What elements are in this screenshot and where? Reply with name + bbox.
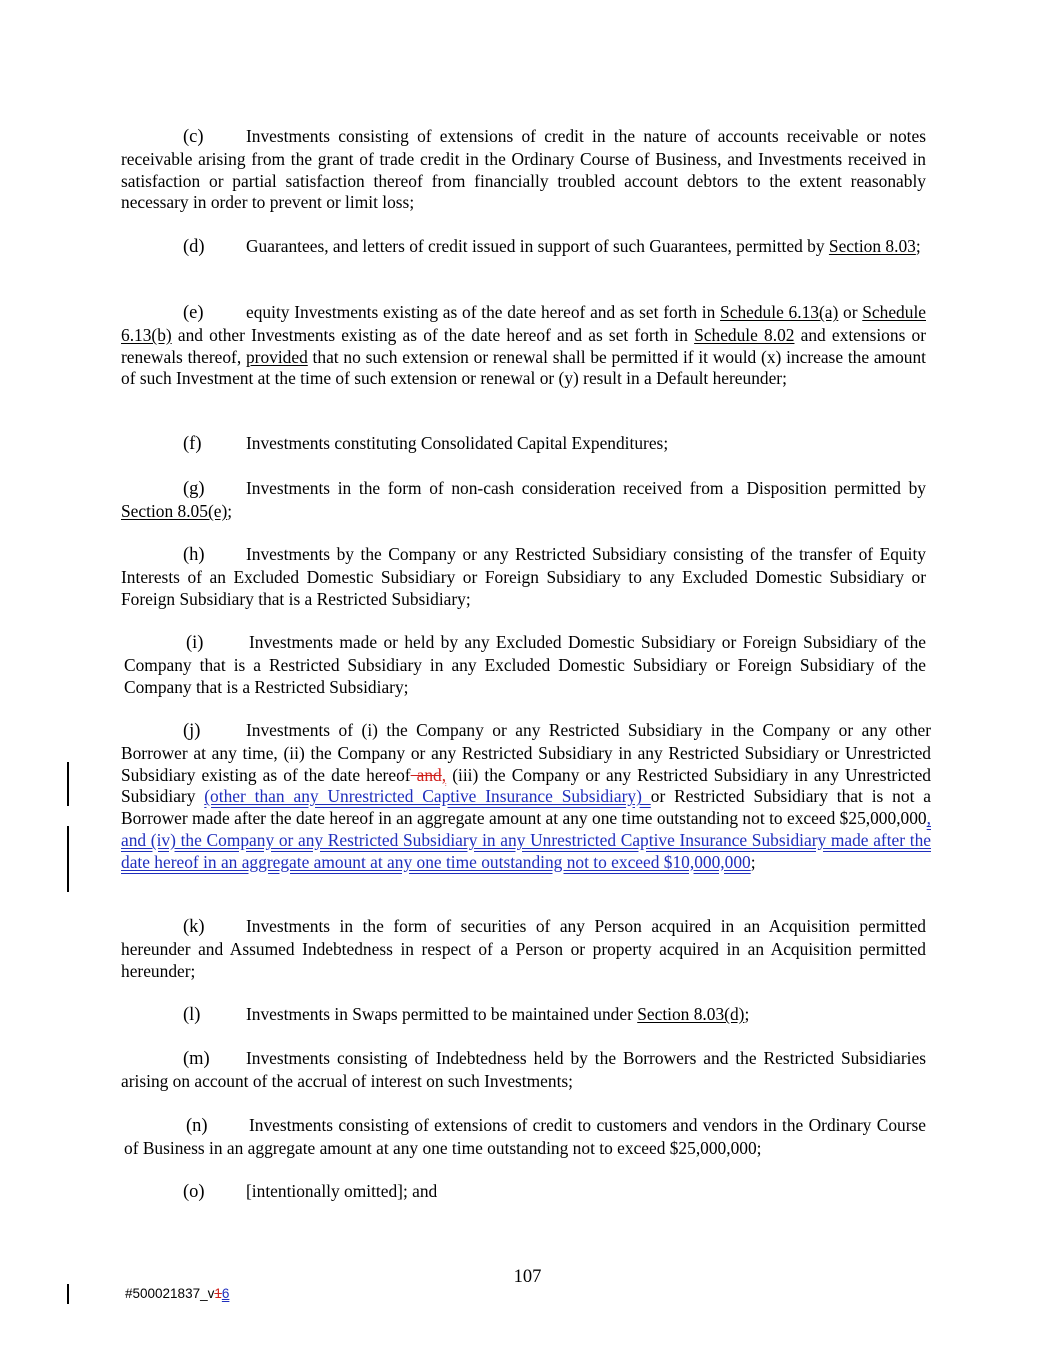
- schedule-reference: Schedule 6.13(a): [720, 302, 839, 322]
- paragraph-label: (l): [183, 1005, 201, 1025]
- paragraph-o: [121, 1181, 926, 1204]
- paragraph-label: (f): [183, 434, 202, 454]
- paragraph-text: ;: [227, 500, 233, 521]
- paragraph-text: [intentionally omitted]; and: [246, 1181, 438, 1201]
- paragraph-label: (e): [183, 303, 204, 323]
- paragraph-text: or: [838, 302, 863, 322]
- paragraph-label: (j): [183, 721, 201, 741]
- paragraph-text: Investments in the form of non-cash consideration received from a Disposition permitted by: [246, 478, 926, 498]
- paragraph-d: [121, 236, 926, 259]
- schedule-reference: Schedule 6.13(b): [121, 302, 926, 345]
- paragraph-text: and other Investments existing as of the date hereof and as set forth in: [171, 324, 695, 345]
- paragraph-label: (g): [183, 479, 205, 499]
- inserted-text: , and (iv) the Company or any Restricted Subsidiary in any Unrestricted Captive Insurance Subsidiary made after the date hereof in an aggregate amount at any one time outstanding not to exceed $10,000,000: [121, 808, 931, 872]
- paragraph-text: equity Investments existing as of the date hereof and as set forth in: [246, 302, 721, 322]
- change-bar: [67, 762, 69, 806]
- paragraph-k: [121, 916, 926, 982]
- inserted-text: (other than any Unrestricted Captive Insurance Subsidiary): [204, 786, 651, 807]
- paragraph-text: Investments in Swaps permitted to be maintained under: [246, 1004, 638, 1024]
- paragraph-h: [121, 544, 926, 610]
- paragraph-e: [121, 302, 926, 390]
- paragraph-text: ;: [750, 851, 756, 872]
- paragraph-j: [121, 720, 931, 874]
- section-reference: Section 8.03(d): [637, 1004, 745, 1024]
- paragraph-text: Investments constituting Consolidated Capital Expenditures;: [246, 433, 669, 453]
- paragraph-c: [121, 126, 926, 214]
- paragraph-label: (c): [183, 127, 204, 147]
- paragraph-text: that no such extension or renewal shall be permitted if it would (x) increase the amount of such Investment at the time of such extension or renewal or (y) result in a Default hereunder;: [121, 346, 927, 389]
- change-bar: [67, 826, 69, 892]
- paragraph-l: [121, 1004, 926, 1027]
- paragraph-f: [121, 433, 926, 456]
- paragraph-label: (n): [186, 1116, 208, 1136]
- inserted-text: ,: [441, 764, 447, 785]
- paragraph-text: Investments in the form of securities of any Person acquired in an Acquisition permitted hereunder and Assumed Indebtedness in respect of a Person or property acquired in an Acquisition permitted hereunder;: [121, 916, 926, 981]
- paragraph-n: [124, 1115, 926, 1160]
- paragraph-text: ;: [915, 236, 921, 256]
- paragraph-text: Investments consisting of extensions of credit to customers and vendors in the Ordinary Course of Business in an aggregate amount at any one time outstanding not to exceed $25,000,000;: [124, 1115, 926, 1158]
- section-reference: Section 8.05(e): [121, 500, 228, 521]
- paragraph-g: [121, 478, 926, 523]
- document-id: [125, 1286, 229, 1301]
- paragraph-text: Investments made or held by any Excluded Domestic Subsidiary or Foreign Subsidiary of the Company that is a Restricted Subsidiary in any Excluded Domestic Subsidiary or Foreign Subsidiary of the Company that is a Restricted Subsidiary;: [124, 632, 926, 697]
- paragraph-label: (d): [183, 237, 205, 257]
- paragraph-m: [121, 1048, 926, 1093]
- document-id-prefix: #500021837_v: [125, 1286, 215, 1301]
- paragraph-label: (m): [183, 1049, 210, 1069]
- paragraph-label: (h): [183, 545, 205, 565]
- paragraph-text: (iii) the Company or any Restricted Subsidiary in any Unrestricted Subsidiary: [121, 764, 931, 807]
- paragraph-text: Investments consisting of Indebtedness held by the Borrowers and the Restricted Subsidiaries arising on account of the accrual of interest on such Investments;: [121, 1048, 926, 1091]
- paragraph-text: and extensions or renewals thereof,: [121, 324, 926, 367]
- paragraph-i: [124, 632, 926, 698]
- paragraph-label: (i): [186, 633, 204, 653]
- schedule-reference: Schedule 8.02: [694, 324, 795, 345]
- paragraph-label: (k): [183, 917, 205, 937]
- paragraph-text: Investments consisting of extensions of credit in the nature of accounts receivable or notes receivable arising from the grant of trade credit in the Ordinary Course of Business, and Investments received in satisfaction or partial satisfaction thereof from financially troubled account debtors to the extent reasonably necessary in order to prevent or limit loss;: [121, 126, 926, 213]
- deleted-text: and: [410, 764, 442, 785]
- paragraph-text: ;: [744, 1004, 750, 1024]
- paragraph-text: or Restricted Subsidiary that is not a Borrower made after the date hereof in an aggregate amount at any one time outstanding not to exceed $25,000,000: [121, 786, 931, 829]
- paragraph-text: Investments of (i) the Company or any Restricted Subsidiary in the Company or any other Borrower at any time, (ii) the Company or any Restricted Subsidiary in any Restricted Subsidiary or Unrestricted Subsidiary existing as of the date hereof: [121, 720, 931, 785]
- page-number: 107: [513, 1267, 542, 1287]
- version-inserted: 6: [221, 1286, 230, 1301]
- paragraph-text: Investments by the Company or any Restricted Subsidiary consisting of the transfer of Equity Interests of an Excluded Domestic Subsidiary or Foreign Subsidiary to any Excluded Domestic Subsidiary or Foreign Subsidiary that is a Restricted Subsidiary;: [121, 544, 926, 609]
- change-bar: [67, 1284, 69, 1304]
- provided-term: provided: [245, 346, 308, 367]
- version-deleted: 1: [214, 1286, 222, 1301]
- paragraph-label: (o): [183, 1182, 205, 1202]
- paragraph-text: Guarantees, and letters of credit issued in support of such Guarantees, permitted by: [246, 236, 829, 256]
- section-reference: Section 8.03: [828, 236, 916, 256]
